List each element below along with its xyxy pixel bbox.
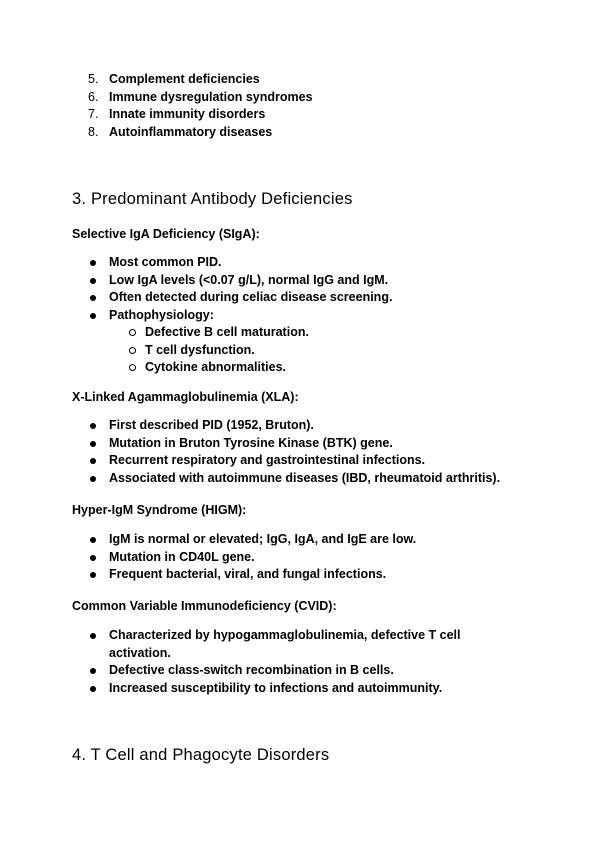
bullet-item: Recurrent respiratory and gastrointestinal infections. xyxy=(88,452,500,470)
list-text: Innate immunity disorders xyxy=(109,107,266,121)
list-text: Autoinflammatory diseases xyxy=(109,124,273,139)
bullet-icon xyxy=(90,476,96,482)
bullet-item: Associated with autoimmune diseases (IBD, rheumatoid arthritis). xyxy=(88,470,500,488)
bullet-item: Mutation in CD40L gene. xyxy=(88,549,416,567)
bullet-icon xyxy=(90,668,96,674)
bullet-icon xyxy=(90,686,96,692)
cvid-bullets xyxy=(88,627,489,697)
bullet-icon xyxy=(90,572,96,578)
bullet-item: Frequent bacterial, viral, and fungal infections. xyxy=(88,566,416,584)
bullet-icon xyxy=(90,260,96,266)
bullet-icon xyxy=(90,278,96,284)
circle-bullet-icon xyxy=(129,347,136,354)
bullet-icon xyxy=(90,633,96,639)
bullet-item: Characterized by hypogammaglobulinemia, defective T cell activation. xyxy=(88,627,489,662)
list-item xyxy=(88,89,313,107)
xla-title: X-Linked Agammaglobulinemia (XLA): xyxy=(72,390,299,404)
sigA-title: Selective IgA Deficiency (SIgA): xyxy=(72,227,260,241)
list-number: 7. xyxy=(88,107,99,121)
bullet-icon xyxy=(90,423,96,429)
sub-bullet-item: Cytokine abnormalities. xyxy=(109,359,392,377)
cvid-title: Common Variable Immunodeficiency (CVID): xyxy=(72,599,337,613)
sigA-bullets xyxy=(88,254,392,377)
list-text: Immune dysregulation syndromes xyxy=(109,89,313,104)
bullet-item: Pathophysiology: Defective B cell maturation. T cell dysfunction. Cytokine abnormalities. xyxy=(88,307,392,377)
bullet-item: Mutation in Bruton Tyrosine Kinase (BTK) gene. xyxy=(88,435,500,453)
higm-bullets xyxy=(88,531,416,584)
bullet-icon xyxy=(90,537,96,543)
bullet-item: Most common PID. xyxy=(88,254,392,272)
section-4-heading: 4. T Cell and Phagocyte Disorders xyxy=(72,746,330,764)
bullet-icon xyxy=(90,295,96,301)
list-item xyxy=(88,124,313,142)
bullet-item: IgM is normal or elevated; IgG, IgA, and IgE are low. xyxy=(88,531,416,549)
list-number: 6. xyxy=(88,89,99,104)
list-number: 5. xyxy=(88,72,99,86)
bullet-icon xyxy=(90,313,96,319)
bullet-item: First described PID (1952, Bruton). xyxy=(88,417,500,435)
section-3-heading: 3. Predominant Antibody Deficiencies xyxy=(72,190,353,208)
list-number: 8. xyxy=(88,124,99,139)
bullet-icon xyxy=(90,555,96,561)
bullet-item: Increased susceptibility to infections and autoimmunity. xyxy=(88,680,489,698)
bullet-item: Defective class-switch recombination in B cells. xyxy=(88,662,489,680)
xla-bullets xyxy=(88,417,500,487)
list-text: Complement deficiencies xyxy=(109,72,260,86)
bullet-item: Low IgA levels (<0.07 g/L), normal IgG and IgM. xyxy=(88,272,392,290)
bullet-icon xyxy=(90,458,96,464)
bullet-item: Often detected during celiac disease screening. xyxy=(88,289,392,307)
sub-bullet-item: T cell dysfunction. xyxy=(109,342,392,360)
circle-bullet-icon xyxy=(129,329,136,336)
sub-bullet-item: Defective B cell maturation. xyxy=(109,324,392,342)
pathophysiology-sub-bullets xyxy=(109,324,392,377)
bullet-icon xyxy=(90,441,96,447)
list-item xyxy=(88,106,313,124)
list-item xyxy=(88,71,313,89)
circle-bullet-icon xyxy=(129,364,136,371)
higm-title: Hyper-IgM Syndrome (HIGM): xyxy=(72,503,247,517)
numbered-list xyxy=(88,71,313,141)
